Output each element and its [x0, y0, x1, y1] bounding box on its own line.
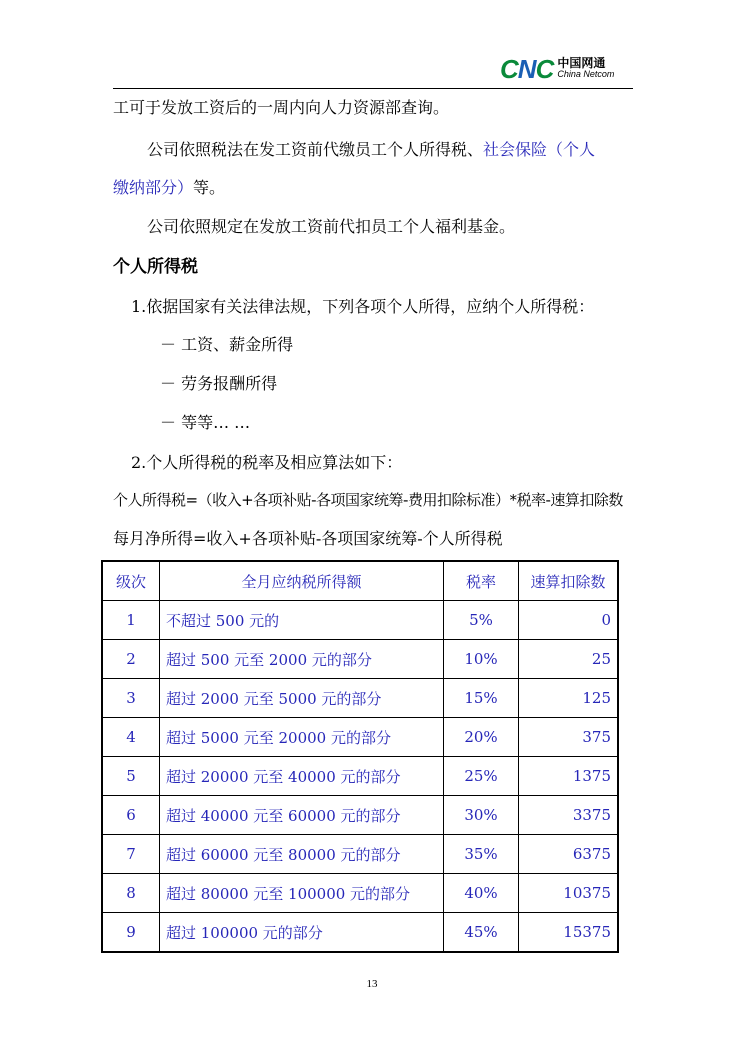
- table-row: [102, 601, 618, 640]
- cell-income-range: 超过 60000 元至 80000 元的部分: [160, 835, 444, 874]
- formula-net-income: 每月净所得=收入+各项补贴-各项国家统筹-个人所得税: [113, 529, 503, 548]
- cell-income-range: 超过 5000 元至 20000 元的部分: [160, 718, 444, 757]
- cell-income-range: 超过 500 元至 2000 元的部分: [160, 640, 444, 679]
- cell-deduction: 10375: [519, 874, 619, 913]
- bullet-item: － 劳务报酬所得: [160, 374, 278, 393]
- cell-rate: 15%: [444, 679, 519, 718]
- cell-deduction: 375: [519, 718, 619, 757]
- cell-level: 4: [102, 718, 160, 757]
- cell-level: 1: [102, 601, 160, 640]
- page-number: 13: [366, 978, 378, 990]
- logo-text: [557, 58, 614, 80]
- header-divider: [113, 88, 633, 89]
- logo-mark: CNC: [500, 54, 554, 84]
- table-row: [102, 796, 618, 835]
- table-row: [102, 679, 618, 718]
- bullet-item: － 等等… …: [160, 413, 251, 432]
- cell-level: 7: [102, 835, 160, 874]
- cell-deduction: 0: [519, 601, 619, 640]
- cell-rate: 20%: [444, 718, 519, 757]
- logo-english-name: China Netcom: [557, 69, 615, 79]
- section-heading: 个人所得税: [113, 257, 198, 277]
- list-item-2: 2.个人所得税的税率及相应算法如下：: [131, 453, 403, 472]
- cell-rate: 5%: [444, 601, 519, 640]
- cell-deduction: 6375: [519, 835, 619, 874]
- table-row: [102, 718, 618, 757]
- cell-income-range: 超过 40000 元至 60000 元的部分: [160, 796, 444, 835]
- bullet-item: － 工资、薪金所得: [160, 335, 294, 354]
- column-header-rate: 税率: [444, 561, 519, 601]
- column-header-taxable-income: 全月应纳税所得额: [160, 561, 444, 601]
- tax-rate-table: [101, 560, 619, 953]
- column-header-level: 级次: [102, 561, 160, 601]
- paragraph-continuation: 工可于发放工资后的一周内向人力资源部查询。: [113, 98, 450, 117]
- cell-deduction: 1375: [519, 757, 619, 796]
- cell-income-range: 不超过 500 元的: [160, 601, 444, 640]
- table-row: [102, 640, 618, 679]
- cell-rate: 45%: [444, 913, 519, 953]
- cell-level: 2: [102, 640, 160, 679]
- table-row: [102, 874, 618, 913]
- cell-level: 8: [102, 874, 160, 913]
- cell-deduction: 125: [519, 679, 619, 718]
- cell-rate: 10%: [444, 640, 519, 679]
- formula-income-tax: 个人所得税=（收入+各项补贴-各项国家统筹-费用扣除标准）*税率-速算扣除数: [113, 491, 623, 509]
- cell-rate: 25%: [444, 757, 519, 796]
- cell-income-range: 超过 2000 元至 5000 元的部分: [160, 679, 444, 718]
- cell-rate: 40%: [444, 874, 519, 913]
- cell-income-range: 超过 80000 元至 100000 元的部分: [160, 874, 444, 913]
- table-header-row: [102, 561, 618, 601]
- cell-level: 3: [102, 679, 160, 718]
- table-row: [102, 835, 618, 874]
- cell-deduction: 3375: [519, 796, 619, 835]
- table-row: [102, 757, 618, 796]
- company-logo: [500, 56, 614, 82]
- cell-income-range: 超过 100000 元的部分: [160, 913, 444, 953]
- cell-rate: 30%: [444, 796, 519, 835]
- cell-deduction: 15375: [519, 913, 619, 953]
- cell-deduction: 25: [519, 640, 619, 679]
- cell-level: 6: [102, 796, 160, 835]
- social-insurance-link-cont[interactable]: 缴纳部分）: [113, 178, 194, 197]
- paragraph-tax-withholding-cont: 缴纳部分）等。: [113, 178, 226, 197]
- cell-level: 5: [102, 757, 160, 796]
- social-insurance-link[interactable]: 社会保险（个人: [483, 140, 596, 159]
- cell-rate: 35%: [444, 835, 519, 874]
- cell-level: 9: [102, 913, 160, 953]
- paragraph-tax-withholding: 公司依照税法在发工资前代缴员工个人所得税、社会保险（个人: [147, 140, 596, 159]
- cell-income-range: 超过 20000 元至 40000 元的部分: [160, 757, 444, 796]
- table-row: [102, 913, 618, 953]
- paragraph-welfare-fund: 公司依照规定在发放工资前代扣员工个人福利基金。: [147, 217, 516, 236]
- column-header-deduction: 速算扣除数: [519, 561, 619, 601]
- logo-chinese-name: 中国网通: [557, 56, 606, 70]
- list-item-1: 1.依据国家有关法律法规，下列各项个人所得，应纳个人所得税：: [131, 297, 595, 316]
